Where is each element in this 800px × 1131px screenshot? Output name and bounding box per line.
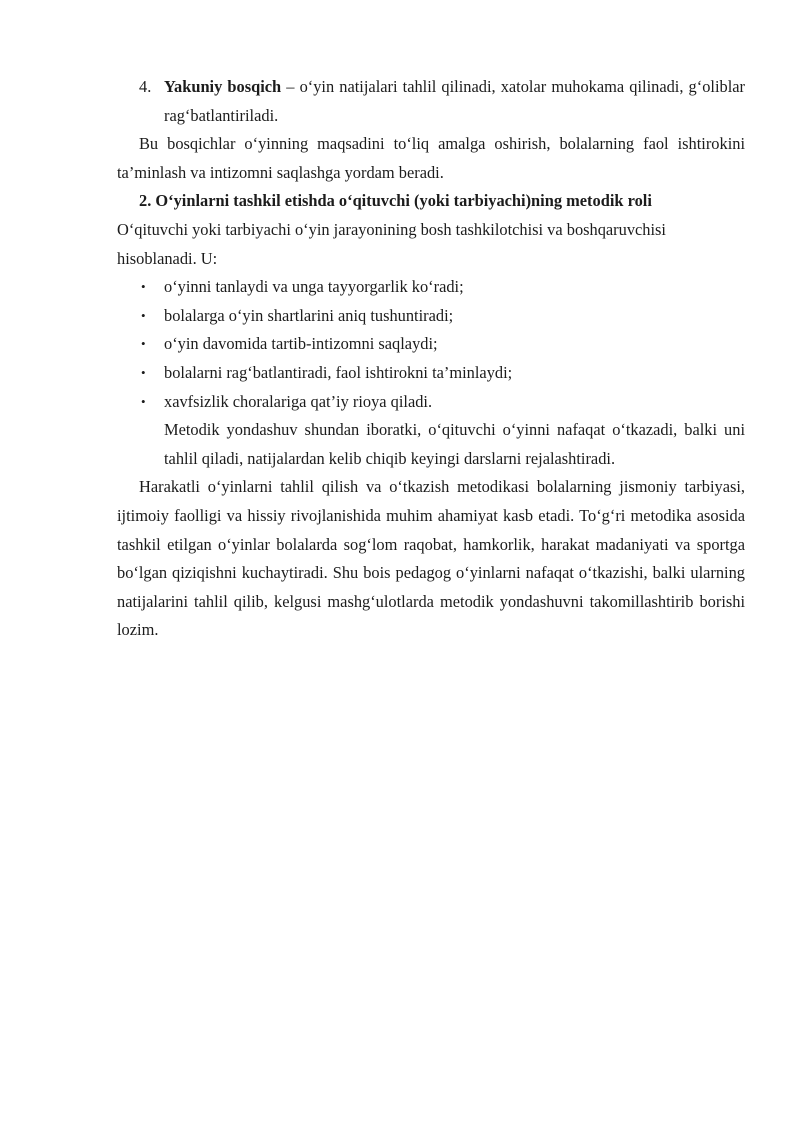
document-page — [117, 73, 745, 645]
item-text: – o‘yin natijalari tahlil qilinadi, xatolar muhokama qilinadi, g‘oliblar rag‘batlantiriladi. — [164, 77, 745, 125]
bullet-icon: • — [141, 279, 146, 295]
paragraph-conclusion: Harakatli o‘yinlarni tahlil qilish va o‘tkazish metodikasi bolalarning jismoniy tarbiyasi, ijtimoiy faolligi va hissiy rivojlanishida muhim ahamiyat kasb etadi. To‘g‘ri metodika asosida tashkil etilgan o‘yinlar bolalarda sog‘lom raqobat, hamkorlik, harakat madaniyati va sportga bo‘lgan qiziqishni kuchaytiradi. Shu bois pedagog o‘yinlarni nafaqat o‘tkazishi, balki ularning natijalarini tahlil qilib, kelgusi mashg‘ulotlarda metodik yondashuvni takomillashtirib borishi lozim. — [117, 477, 745, 640]
paragraph-teacher-role: O‘qituvchi yoki tarbiyachi o‘yin jarayonining bosh tashkilotchisi va boshqaruvchisi hisoblanadi. U: — [117, 219, 666, 268]
list-item: • xavfsizlik choralariga qat’iy rioya qiladi. — [117, 388, 745, 417]
bullet-icon: • — [141, 336, 146, 352]
numbered-item-4 — [117, 73, 745, 130]
section-heading: 2. O‘yinlarni tashkil etishda o‘qituvchi (yoki tarbiyachi)ning metodik roli — [139, 191, 652, 211]
teacher-duties-list — [117, 273, 745, 416]
paragraph-stages-summary: Bu bosqichlar o‘yinning maqsadini to‘liq amalga oshirish, bolalarning faol ishtirokini ta’minlash va intizomni saqlashga yordam beradi. — [117, 134, 745, 182]
bullet-icon: • — [141, 393, 146, 409]
list-item: • bolalarga o‘yin shartlarini aniq tushuntiradi; — [117, 302, 745, 331]
list-item: • o‘yin davomida tartib-intizomni saqlaydi; — [117, 330, 745, 359]
item-title: Yakuniy bosqich — [164, 77, 282, 96]
bullet-icon: • — [141, 364, 146, 380]
item-number: 4. — [139, 77, 152, 96]
list-item: • o‘yinni tanlaydi va unga tayyorgarlik ko‘radi; — [117, 273, 745, 302]
bullet-icon: • — [141, 307, 146, 323]
list-item: • bolalarni rag‘batlantiradi, faol ishtirokni ta’minlaydi; — [117, 359, 745, 388]
paragraph-methodical-approach: Metodik yondashuv shundan iboratki, o‘qituvchi o‘yinni nafaqat o‘tkazadi, balki uni tahlil qiladi, natijalardan kelib chiqib keyingi darslarni rejalashtiradi. — [164, 420, 745, 468]
